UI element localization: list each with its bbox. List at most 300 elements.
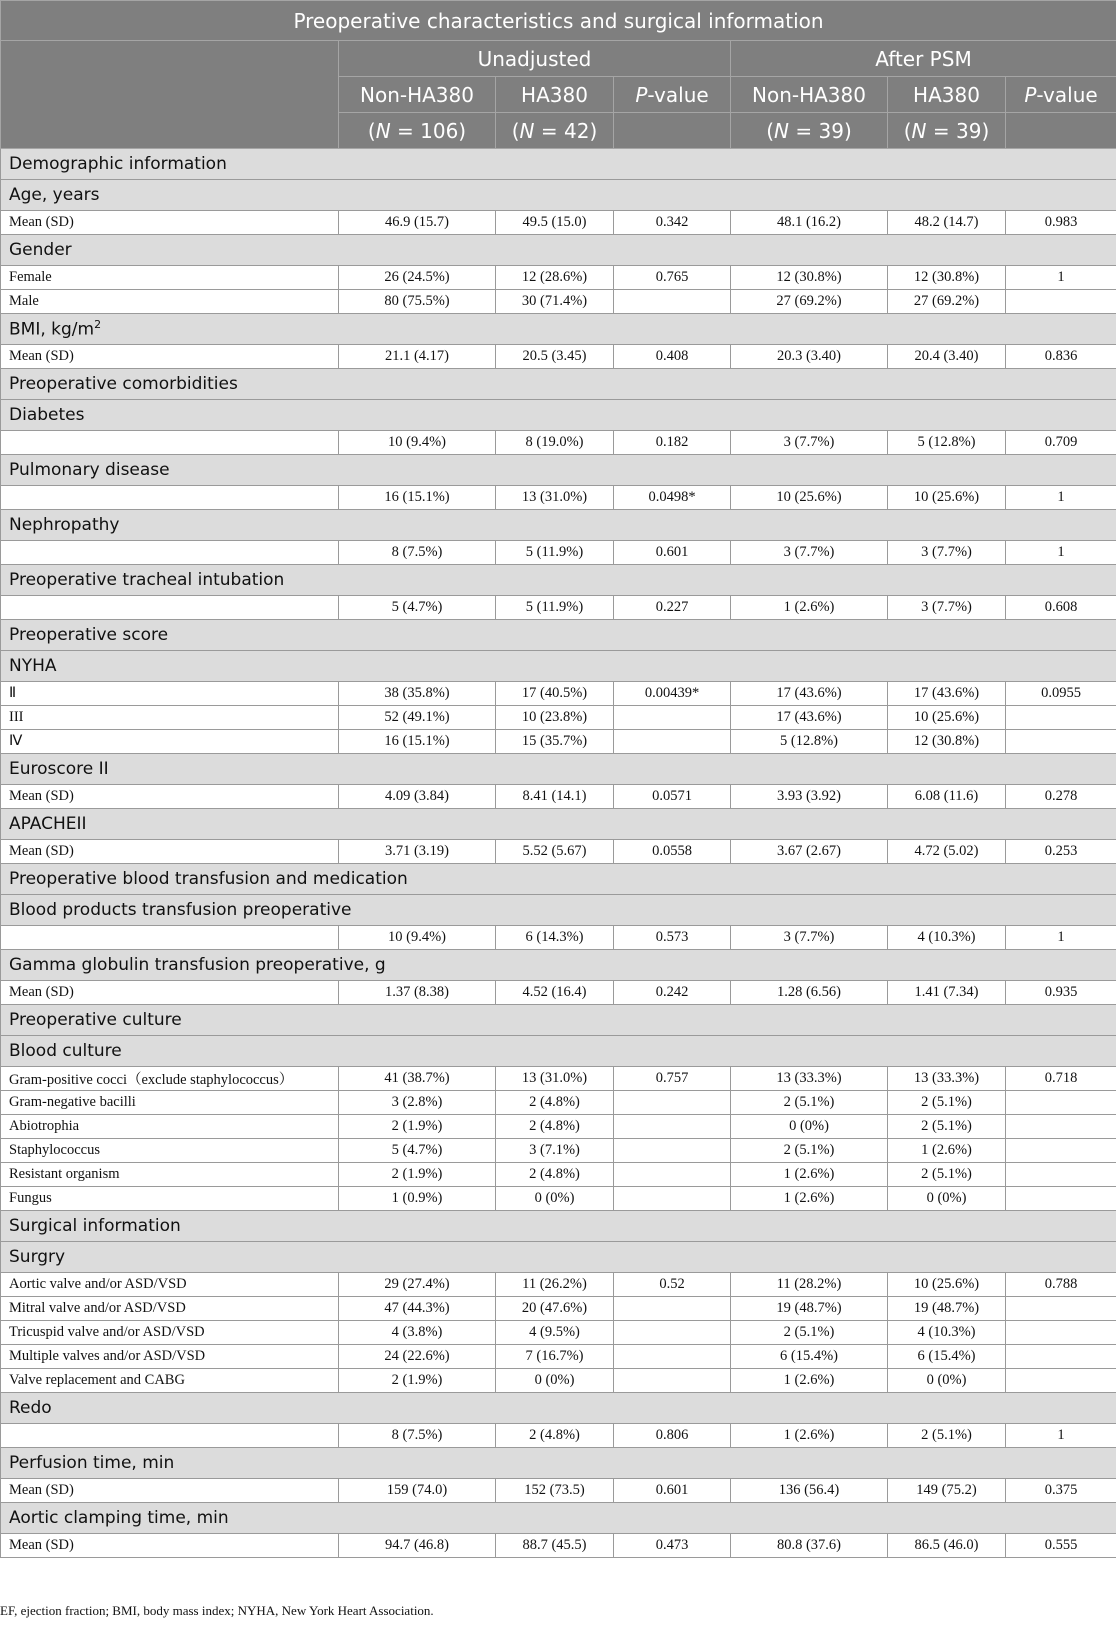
table-cell: 4.72 (5.02) <box>888 840 1006 864</box>
row-label <box>1 596 339 620</box>
table-header <box>1 1 1116 149</box>
table-cell: 2 (1.9%) <box>339 1115 496 1139</box>
section-row <box>1 1448 1116 1479</box>
section-label: Blood culture <box>1 1036 1116 1067</box>
table-cell: 10 (25.6%) <box>731 486 888 510</box>
header-psm-non-ha380: Non-HA380 <box>731 77 888 113</box>
table-cell: 16 (15.1%) <box>339 486 496 510</box>
p-rest: -value <box>1036 82 1098 107</box>
table-cell: 8 (7.5%) <box>339 541 496 565</box>
table-cell: 17 (40.5%) <box>496 682 614 706</box>
table-cell: 17 (43.6%) <box>888 682 1006 706</box>
table-cell: 6.08 (11.6) <box>888 785 1006 809</box>
row-label: Mean (SD) <box>1 840 339 864</box>
table-cell: 8.41 (14.1) <box>496 785 614 809</box>
table-cell: 1.37 (8.38) <box>339 981 496 1005</box>
table-row <box>1 682 1116 706</box>
table-cell: 2 (5.1%) <box>888 1091 1006 1115</box>
table-cell: 3.67 (2.67) <box>731 840 888 864</box>
table-cell: 0.601 <box>614 1479 731 1503</box>
table-cell: 4.09 (3.84) <box>339 785 496 809</box>
table-cell: 0 (0%) <box>888 1187 1006 1211</box>
table-cell: 0 (0%) <box>731 1115 888 1139</box>
table-cell <box>614 730 731 754</box>
header-n-unadj-ha: (N = 42) <box>496 113 614 149</box>
table-cell: 12 (30.8%) <box>888 266 1006 290</box>
table-cell: 26 (24.5%) <box>339 266 496 290</box>
section-row <box>1 895 1116 926</box>
table-row <box>1 785 1116 809</box>
row-label: Gram-negative bacilli <box>1 1091 339 1115</box>
table-row <box>1 1424 1116 1448</box>
p-italic: P <box>635 82 648 107</box>
table-cell: 20 (47.6%) <box>496 1297 614 1321</box>
table-cell: 2 (5.1%) <box>888 1115 1006 1139</box>
table-cell: 0.242 <box>614 981 731 1005</box>
table-cell <box>1006 1321 1116 1345</box>
table-cell: 19 (48.7%) <box>888 1297 1006 1321</box>
table-row <box>1 1345 1116 1369</box>
row-label: Staphylococcus <box>1 1139 339 1163</box>
table-cell: 15 (35.7%) <box>496 730 614 754</box>
header-n-unadj-non: (N = 106) <box>339 113 496 149</box>
table-row <box>1 1163 1116 1187</box>
table-cell: 10 (9.4%) <box>339 926 496 950</box>
table-cell: 86.5 (46.0) <box>888 1534 1006 1558</box>
table-cell: 16 (15.1%) <box>339 730 496 754</box>
table-cell: 0.555 <box>1006 1534 1116 1558</box>
header-psm-p-value <box>1006 77 1116 113</box>
table-cell: 0.788 <box>1006 1273 1116 1297</box>
table-cell: 5 (11.9%) <box>496 541 614 565</box>
table-cell: 2 (5.1%) <box>731 1139 888 1163</box>
table-row <box>1 1091 1116 1115</box>
table-cell <box>1006 290 1116 314</box>
header-n-psm-non: (N = 39) <box>731 113 888 149</box>
table-cell <box>614 1091 731 1115</box>
section-row <box>1 1036 1116 1067</box>
table-cell: 41 (38.7%) <box>339 1067 496 1091</box>
header-group-after-psm: After PSM <box>731 41 1116 77</box>
table-cell: 0.342 <box>614 211 731 235</box>
table-cell: 0 (0%) <box>888 1369 1006 1393</box>
table-cell: 2 (5.1%) <box>888 1163 1006 1187</box>
table-cell: 1 (0.9%) <box>339 1187 496 1211</box>
table-cell: 48.1 (16.2) <box>731 211 888 235</box>
row-label: Ⅱ <box>1 682 339 706</box>
table-cell: 0.836 <box>1006 345 1116 369</box>
table-cell: 1 <box>1006 1424 1116 1448</box>
table-cell: 12 (30.8%) <box>888 730 1006 754</box>
table-body <box>1 149 1116 1558</box>
table-cell: 136 (56.4) <box>731 1479 888 1503</box>
table-cell: 3 (7.7%) <box>731 541 888 565</box>
table-cell: 1 <box>1006 541 1116 565</box>
section-label: Gamma globulin transfusion preoperative, g <box>1 950 1116 981</box>
section-label: Pulmonary disease <box>1 455 1116 486</box>
table-cell: 24 (22.6%) <box>339 1345 496 1369</box>
table-cell: 2 (5.1%) <box>731 1321 888 1345</box>
section-row <box>1 314 1116 345</box>
table-cell: 6 (15.4%) <box>888 1345 1006 1369</box>
row-label: Female <box>1 266 339 290</box>
table-cell: 3.71 (3.19) <box>339 840 496 864</box>
table-cell: 0.718 <box>1006 1067 1116 1091</box>
table-cell: 46.9 (15.7) <box>339 211 496 235</box>
table-cell: 7 (16.7%) <box>496 1345 614 1369</box>
section-label: Blood products transfusion preoperative <box>1 895 1116 926</box>
section-label: BMI, $kg/m^2$ <box>1 314 1116 345</box>
table-cell <box>614 1297 731 1321</box>
row-label: Mean (SD) <box>1 981 339 1005</box>
table-cell: 2 (4.8%) <box>496 1424 614 1448</box>
table-cell: 0.00439* <box>614 682 731 706</box>
table-cell: 17 (43.6%) <box>731 682 888 706</box>
table-row <box>1 1139 1116 1163</box>
table-row <box>1 1534 1116 1558</box>
table-cell: 13 (31.0%) <box>496 486 614 510</box>
table-cell: 1 (2.6%) <box>731 1163 888 1187</box>
table-cell: 0.806 <box>614 1424 731 1448</box>
section-row <box>1 1005 1116 1036</box>
table-cell: 4 (3.8%) <box>339 1321 496 1345</box>
table-cell <box>1006 706 1116 730</box>
section-label: Preoperative blood transfusion and medication <box>1 864 1116 895</box>
table-cell <box>614 1345 731 1369</box>
table-cell <box>1006 730 1116 754</box>
row-label: Ⅳ <box>1 730 339 754</box>
section-row <box>1 809 1116 840</box>
table-cell: 5 (11.9%) <box>496 596 614 620</box>
table-cell: 0.375 <box>1006 1479 1116 1503</box>
table-cell <box>614 1369 731 1393</box>
table-cell <box>614 706 731 730</box>
table-row <box>1 1187 1116 1211</box>
table-cell: 1 <box>1006 926 1116 950</box>
table-row <box>1 266 1116 290</box>
row-label: Multiple valves and/or ASD/VSD <box>1 1345 339 1369</box>
section-label: Surgical information <box>1 1211 1116 1242</box>
table-cell: 3 (7.7%) <box>888 596 1006 620</box>
table-cell: 0.408 <box>614 345 731 369</box>
row-label <box>1 486 339 510</box>
section-row <box>1 754 1116 785</box>
table-cell: 2 (5.1%) <box>731 1091 888 1115</box>
table-row <box>1 486 1116 510</box>
table-cell: 0 (0%) <box>496 1187 614 1211</box>
table-cell: 1 (2.6%) <box>731 1187 888 1211</box>
section-row <box>1 1503 1116 1534</box>
table-cell: 0.709 <box>1006 431 1116 455</box>
table-cell <box>614 1163 731 1187</box>
table-cell: 4 (10.3%) <box>888 926 1006 950</box>
table-cell: 149 (75.2) <box>888 1479 1006 1503</box>
header-n-blank <box>1006 113 1116 149</box>
section-row <box>1 510 1116 541</box>
table-cell: 47 (44.3%) <box>339 1297 496 1321</box>
table-cell: 0.983 <box>1006 211 1116 235</box>
table-row <box>1 345 1116 369</box>
table-cell: 1 (2.6%) <box>731 1424 888 1448</box>
table-cell: 4 (10.3%) <box>888 1321 1006 1345</box>
table-cell: 3 (7.7%) <box>731 926 888 950</box>
table-row <box>1 706 1116 730</box>
table-cell: 2 (5.1%) <box>888 1424 1006 1448</box>
row-label: Abiotrophia <box>1 1115 339 1139</box>
table-cell: 4 (9.5%) <box>496 1321 614 1345</box>
header-n-blank <box>614 113 731 149</box>
table-cell: 13 (33.3%) <box>888 1067 1006 1091</box>
table-row <box>1 596 1116 620</box>
section-label: Preoperative culture <box>1 1005 1116 1036</box>
table-cell: 0 (0%) <box>496 1369 614 1393</box>
table-cell: 20.3 (3.40) <box>731 345 888 369</box>
table-cell: 38 (35.8%) <box>339 682 496 706</box>
table-row <box>1 1115 1116 1139</box>
table-cell <box>614 290 731 314</box>
table-cell: 152 (73.5) <box>496 1479 614 1503</box>
table-cell <box>1006 1115 1116 1139</box>
table-cell: 0.573 <box>614 926 731 950</box>
table-cell: 2 (1.9%) <box>339 1369 496 1393</box>
row-label: Aortic valve and/or ASD/VSD <box>1 1273 339 1297</box>
row-label <box>1 1424 339 1448</box>
section-label: Surgry <box>1 1242 1116 1273</box>
row-label: Mean (SD) <box>1 1479 339 1503</box>
table-cell: 0.0558 <box>614 840 731 864</box>
table-row <box>1 926 1116 950</box>
section-row <box>1 651 1116 682</box>
section-row <box>1 864 1116 895</box>
table-cell: 159 (74.0) <box>339 1479 496 1503</box>
table-cell: 3 (7.7%) <box>731 431 888 455</box>
table-cell: 13 (31.0%) <box>496 1067 614 1091</box>
table-cell <box>1006 1345 1116 1369</box>
section-row <box>1 149 1116 180</box>
row-label: Mitral valve and/or ASD/VSD <box>1 1297 339 1321</box>
section-label: Nephropathy <box>1 510 1116 541</box>
table-cell: 1 <box>1006 486 1116 510</box>
section-row <box>1 180 1116 211</box>
table-row <box>1 211 1116 235</box>
table-cell: 6 (14.3%) <box>496 926 614 950</box>
table-cell: 30 (71.4%) <box>496 290 614 314</box>
row-label: Male <box>1 290 339 314</box>
header-unadj-p-value <box>614 77 731 113</box>
table-title: Preoperative characteristics and surgical information <box>1 1 1116 41</box>
table-cell: 1.28 (6.56) <box>731 981 888 1005</box>
table-cell: 0.608 <box>1006 596 1116 620</box>
section-row <box>1 235 1116 266</box>
row-label <box>1 541 339 565</box>
header-psm-ha380: HA380 <box>888 77 1006 113</box>
table-row <box>1 730 1116 754</box>
table-cell: 17 (43.6%) <box>731 706 888 730</box>
table-cell: 1 (2.6%) <box>888 1139 1006 1163</box>
table-cell: 1 (2.6%) <box>731 1369 888 1393</box>
table-cell <box>614 1139 731 1163</box>
row-label: Resistant organism <box>1 1163 339 1187</box>
row-label: Mean (SD) <box>1 1534 339 1558</box>
p-rest: -value <box>647 82 709 107</box>
row-label: Gram-positive cocci（exclude staphylococcus） <box>1 1067 339 1091</box>
table-cell: 8 (19.0%) <box>496 431 614 455</box>
section-row <box>1 620 1116 651</box>
p-italic: P <box>1024 82 1037 107</box>
table-cell: 1 <box>1006 266 1116 290</box>
section-row <box>1 1393 1116 1424</box>
table-cell: 0.765 <box>614 266 731 290</box>
section-label: Demographic information <box>1 149 1116 180</box>
table-cell: 3 (7.7%) <box>888 541 1006 565</box>
table-cell: 2 (4.8%) <box>496 1091 614 1115</box>
row-label: III <box>1 706 339 730</box>
table-cell: 0.473 <box>614 1534 731 1558</box>
table-cell: 80.8 (37.6) <box>731 1534 888 1558</box>
table-cell <box>614 1321 731 1345</box>
header-blank-cell <box>1 41 339 149</box>
table-cell: 0.601 <box>614 541 731 565</box>
section-label: Aortic clamping time, min <box>1 1503 1116 1534</box>
table-cell: 21.1 (4.17) <box>339 345 496 369</box>
table-cell: 6 (15.4%) <box>731 1345 888 1369</box>
table-cell: 29 (27.4%) <box>339 1273 496 1297</box>
table-cell: 3.93 (3.92) <box>731 785 888 809</box>
table-cell <box>614 1115 731 1139</box>
table-cell: 0.278 <box>1006 785 1116 809</box>
table-cell: 10 (23.8%) <box>496 706 614 730</box>
table-cell: 3 (7.1%) <box>496 1139 614 1163</box>
table-cell: 48.2 (14.7) <box>888 211 1006 235</box>
table-cell <box>1006 1187 1116 1211</box>
table-cell: 80 (75.5%) <box>339 290 496 314</box>
section-label: Gender <box>1 235 1116 266</box>
table-cell: 0.0571 <box>614 785 731 809</box>
table-cell <box>1006 1369 1116 1393</box>
table-cell: 10 (9.4%) <box>339 431 496 455</box>
table-cell <box>1006 1163 1116 1187</box>
row-label: Tricuspid valve and/or ASD/VSD <box>1 1321 339 1345</box>
table-cell: 12 (30.8%) <box>731 266 888 290</box>
table-cell: 3 (2.8%) <box>339 1091 496 1115</box>
table-cell: 0.52 <box>614 1273 731 1297</box>
table-cell: 5 (12.8%) <box>888 431 1006 455</box>
table-row <box>1 1297 1116 1321</box>
table-cell: 27 (69.2%) <box>731 290 888 314</box>
section-row <box>1 369 1116 400</box>
section-label: Redo <box>1 1393 1116 1424</box>
table-cell: 0.935 <box>1006 981 1116 1005</box>
table-cell: 13 (33.3%) <box>731 1067 888 1091</box>
header-unadj-ha380: HA380 <box>496 77 614 113</box>
table-cell: 10 (25.6%) <box>888 706 1006 730</box>
header-group-unadjusted: Unadjusted <box>339 41 731 77</box>
table-row <box>1 1273 1116 1297</box>
section-label: NYHA <box>1 651 1116 682</box>
section-label: Age, years <box>1 180 1116 211</box>
section-label: Preoperative comorbidities <box>1 369 1116 400</box>
header-unadj-non-ha380: Non-HA380 <box>339 77 496 113</box>
table-cell: 5.52 (5.67) <box>496 840 614 864</box>
table-cell: 20.4 (3.40) <box>888 345 1006 369</box>
section-label: Perfusion time, min <box>1 1448 1116 1479</box>
table-cell: 52 (49.1%) <box>339 706 496 730</box>
table-row <box>1 981 1116 1005</box>
table-cell: 1 (2.6%) <box>731 596 888 620</box>
section-row <box>1 565 1116 596</box>
header-n-psm-ha: (N = 39) <box>888 113 1006 149</box>
table-cell: 2 (4.8%) <box>496 1115 614 1139</box>
table-cell: 8 (7.5%) <box>339 1424 496 1448</box>
table-cell <box>1006 1297 1116 1321</box>
table-cell: 4.52 (16.4) <box>496 981 614 1005</box>
section-label: Euroscore II <box>1 754 1116 785</box>
table-cell: 27 (69.2%) <box>888 290 1006 314</box>
table-cell: 0.182 <box>614 431 731 455</box>
table-cell: 19 (48.7%) <box>731 1297 888 1321</box>
section-row <box>1 455 1116 486</box>
table-cell: 11 (26.2%) <box>496 1273 614 1297</box>
section-label: Preoperative score <box>1 620 1116 651</box>
table-row <box>1 290 1116 314</box>
table-row <box>1 1067 1116 1091</box>
table-cell: 0.253 <box>1006 840 1116 864</box>
table-cell: 0.0955 <box>1006 682 1116 706</box>
table-cell: 1.41 (7.34) <box>888 981 1006 1005</box>
table-cell: 94.7 (46.8) <box>339 1534 496 1558</box>
table-cell <box>614 1187 731 1211</box>
table-cell: 0.0498* <box>614 486 731 510</box>
row-label: Valve replacement and CABG <box>1 1369 339 1393</box>
table-cell: 88.7 (45.5) <box>496 1534 614 1558</box>
table-row <box>1 431 1116 455</box>
section-label: APACHEII <box>1 809 1116 840</box>
table-cell: 5 (4.7%) <box>339 1139 496 1163</box>
row-label <box>1 926 339 950</box>
table-row <box>1 541 1116 565</box>
table-row <box>1 840 1116 864</box>
table-row <box>1 1479 1116 1503</box>
table-cell: 20.5 (3.45) <box>496 345 614 369</box>
section-row <box>1 400 1116 431</box>
table-row <box>1 1369 1116 1393</box>
table-cell: 2 (1.9%) <box>339 1163 496 1187</box>
row-label: Mean (SD) <box>1 211 339 235</box>
table-cell: 0.227 <box>614 596 731 620</box>
section-label: Preoperative tracheal intubation <box>1 565 1116 596</box>
table-cell: 5 (12.8%) <box>731 730 888 754</box>
table-row <box>1 1321 1116 1345</box>
row-label <box>1 431 339 455</box>
table-cell: 11 (28.2%) <box>731 1273 888 1297</box>
table-cell <box>1006 1139 1116 1163</box>
table-cell: 49.5 (15.0) <box>496 211 614 235</box>
table-cell: 10 (25.6%) <box>888 1273 1006 1297</box>
section-row <box>1 1242 1116 1273</box>
table-cell <box>1006 1091 1116 1115</box>
table-cell: 10 (25.6%) <box>888 486 1006 510</box>
row-label: Mean (SD) <box>1 785 339 809</box>
row-label: Fungus <box>1 1187 339 1211</box>
table-cell: 0.757 <box>614 1067 731 1091</box>
row-label: Mean (SD) <box>1 345 339 369</box>
section-label: Diabetes <box>1 400 1116 431</box>
table-footnote: EF, ejection fraction; BMI, body mass index; NYHA, New York Heart Association. <box>0 1603 434 1618</box>
table-cell: 12 (28.6%) <box>496 266 614 290</box>
section-row <box>1 1211 1116 1242</box>
section-row <box>1 950 1116 981</box>
table-cell: 5 (4.7%) <box>339 596 496 620</box>
